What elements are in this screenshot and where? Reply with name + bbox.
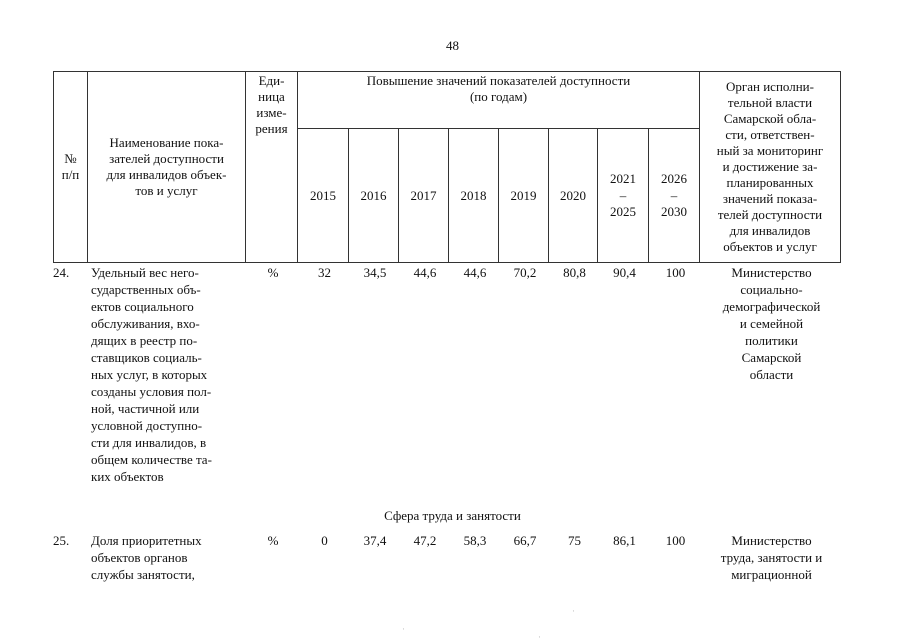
year-2016: 2016: [349, 129, 399, 263]
year-2017: 2017: [399, 129, 449, 263]
row-number: 24.: [53, 265, 70, 280]
year-2019: 2019: [499, 129, 549, 263]
value-2015: 32: [318, 265, 331, 280]
header-name: Наименование пока- зателей доступности для инвалидов объек- тов и услуг: [88, 72, 246, 263]
value-2021-2025: 86,1: [613, 533, 636, 548]
year-2018: 2018: [449, 129, 499, 263]
value-2016: 37,4: [363, 533, 387, 548]
indicator-name: Доля приоритетных объектов органов службы занятости,: [91, 533, 202, 582]
value-2018: 44,6: [463, 265, 487, 280]
responsible-organ: Министерство труда, занятости и миграционной: [720, 533, 823, 582]
year-range-2021-2025: 2021 – 2025: [598, 129, 649, 263]
unit: %: [267, 265, 279, 280]
unit: %: [267, 533, 279, 548]
year-range-2026-2030: 2026 – 2030: [649, 129, 700, 263]
value-2026-2030: 100: [665, 533, 686, 548]
year-2015: 2015: [298, 129, 349, 263]
value-2019: 66,7: [513, 533, 537, 548]
header-years-caption: Повышение значений показателей доступности (по годам): [298, 72, 700, 129]
indicator-name: Удельный вес него- сударственных объ- ектов социального обслуживания, вхо- дящих в реестр по- ставщиков социаль- ных услуг, в которых созданы условия пол- ной, частичной или условной доступно- сти для инвалидов, в общем количестве та- ких объектов: [91, 265, 212, 484]
value-2019: 70,2: [513, 265, 537, 280]
page-number: 48: [446, 38, 459, 53]
header-num: № п/п: [54, 72, 88, 263]
year-2020: 2020: [549, 129, 598, 263]
value-2017: 47,2: [413, 533, 437, 548]
value-2016: 34,5: [363, 265, 387, 280]
row-number: 25.: [53, 533, 70, 548]
value-2020: 80,8: [563, 265, 586, 280]
value-2018: 58,3: [463, 533, 487, 548]
header-unit: Еди- ница изме- рения: [246, 72, 298, 263]
section-title: Сфера труда и занятости: [384, 508, 521, 523]
value-2017: 44,6: [413, 265, 437, 280]
responsible-organ: Министерство социально- демографической и семейной политики Самарской области: [722, 265, 821, 382]
value-2020: 75: [568, 533, 581, 548]
value-2026-2030: 100: [665, 265, 686, 280]
indicator-table-header: [53, 71, 841, 263]
value-2021-2025: 90,4: [613, 265, 636, 280]
value-2015: 0: [321, 533, 328, 548]
header-organ: Орган исполни- тельной власти Самарской обла- сти, ответствен- ный за мониторинг и достижение за- планированных значений показа- телей доступности для инвалидов объектов и услуг: [700, 72, 841, 263]
